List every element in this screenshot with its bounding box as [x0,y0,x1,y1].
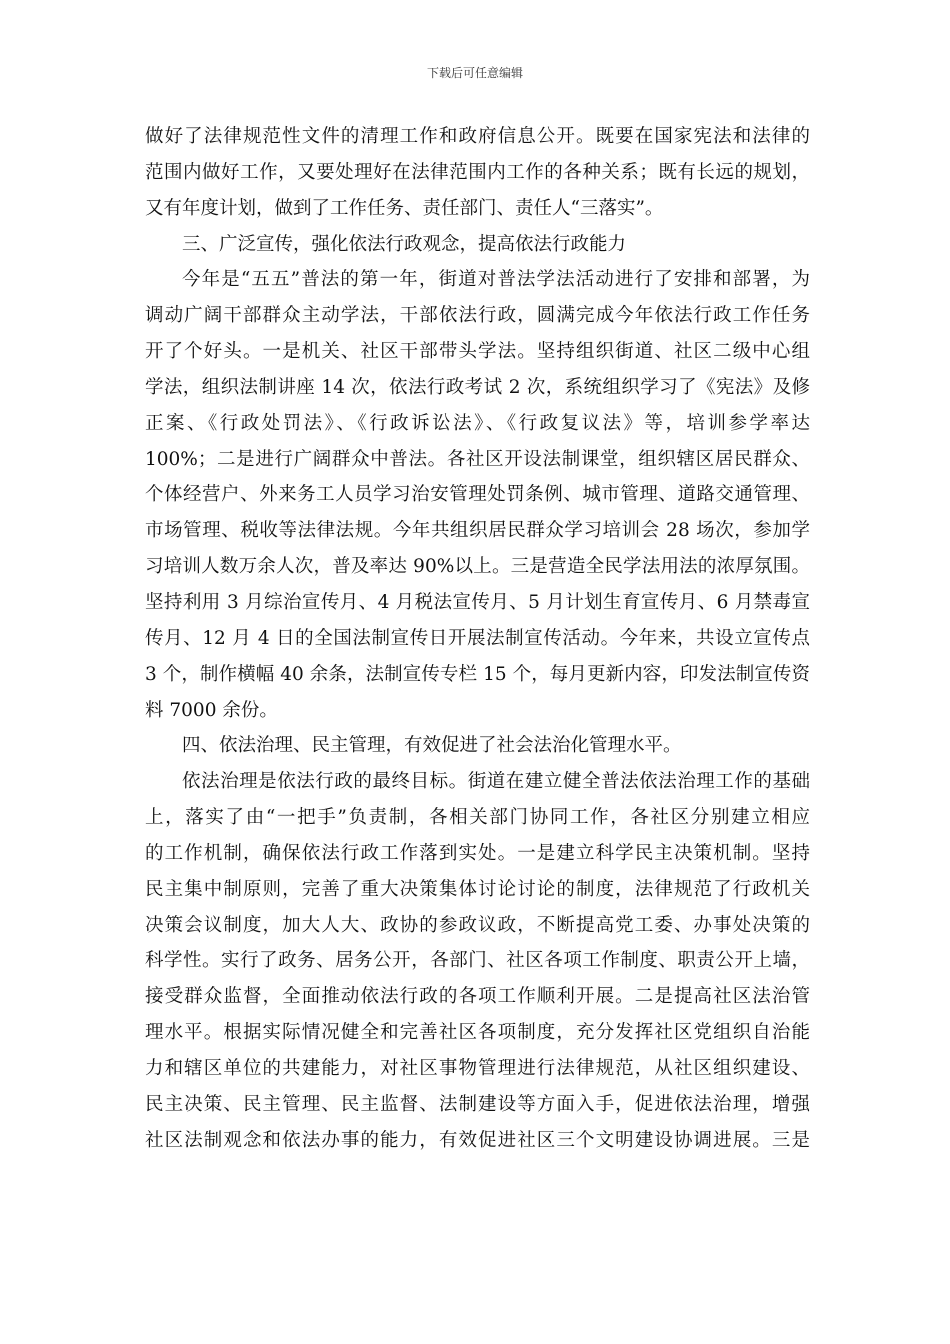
document-body [145,119,810,1158]
body-text-line: 上，落实了由“一把手”负责制，各相关部门协同工作，各社区分别建立相应 [145,807,810,829]
body-text-line: 今年是“五五”普法的第一年，街道对普法学法活动进行了安排和部署，为 [182,269,810,291]
body-text-line: 正案、《行政处罚法》、《行政诉讼法》、《行政复议法》等，培训参学率达 [145,412,810,434]
body-text-line: 的工作机制，确保依法行政工作落到实处。一是建立科学民主决策机制。坚持 [145,842,810,864]
body-text-line: 开了个好头。一是机关、社区干部带头学法。坚持组织街道、社区二级中心组 [145,341,810,363]
body-text-line: 民主集中制原则，完善了重大决策集体讨论讨论的制度，法律规范了行政机关 [145,878,810,900]
body-text-line: 传月、12 月 4 日的全国法制宣传日开展法制宣传活动。今年来，共设立宣传点 [145,627,810,649]
body-text-line: 调动广阔干部群众主动学法，干部依法行政，圆满完成今年依法行政工作任务 [145,305,810,327]
body-text-line: 100%；二是进行广阔群众中普法。各社区开设法制课堂，组织辖区居民群众、 [145,448,810,470]
body-text-line: 又有年度计划，做到了工作任务、责任部门、责任人“三落实”。 [145,197,664,219]
body-text-line: 个体经营户、外来务工人员学习治安管理处罚条例、城市管理、道路交通管理、 [145,484,810,506]
body-text-line: 决策会议制度，加大人大、政协的参政议政，不断提高党工委、办事处决策的 [145,914,810,936]
body-text-line: 依法治理是依法行政的最终目标。街道在建立健全普法依法治理工作的基础 [182,771,810,793]
body-text-line: 社区法制观念和依法办事的能力，有效促进社区三个文明建设协调进展。三是 [145,1129,810,1151]
body-text-line: 力和辖区单位的共建能力，对社区事物管理进行法律规范，从社区组织建设、 [145,1057,810,1079]
body-text-line: 理水平。根据实际情况健全和完善社区各项制度，充分发挥社区党组织自治能 [145,1022,810,1044]
body-text-line: 四、依法治理、民主管理，有效促进了社会法治化管理水平。 [182,735,682,757]
body-text-line: 民主决策、民主管理、民主监督、法制建设等方面入手，促进依法治理，增强 [145,1093,810,1115]
body-text-line: 学法，组织法制讲座 14 次，依法行政考试 2 次，系统组织学习了《宪法》及修 [145,376,810,398]
body-text-line: 接受群众监督，全面推动依法行政的各项工作顺利开展。二是提高社区法治管 [145,986,810,1008]
page-header: 下载后可任意编辑 [426,66,523,80]
body-text-line: 市场管理、税收等法律法规。今年共组织居民群众学习培训会 28 场次，参加学 [145,520,810,542]
body-text-line: 科学性。实行了政务、居务公开，各部门、社区各项工作制度、职责公开上墙， [145,950,810,972]
body-text-line: 坚持利用 3 月综治宣传月、4 月税法宣传月、5 月计划生育宣传月、6 月禁毒宣 [145,591,810,613]
body-text-line: 3 个，制作横幅 40 余条，法制宣传专栏 15 个，每月更新内容，印发法制宣传资 [145,663,810,685]
body-text-line: 做好了法律规范性文件的清理工作和政府信息公开。既要在国家宪法和法律的 [145,126,810,147]
body-text-line: 范围内做好工作，又要处理好在法律范围内工作的各种关系；既有长远的规划， [145,161,810,183]
body-text-line: 料 7000 余份。 [145,699,278,721]
body-text-line: 习培训人数万余人次，普及率达 90%以上。三是营造全民学法用法的浓厚氛围。 [145,556,810,578]
body-text-line: 三、广泛宣传，强化依法行政观念，提高依法行政能力 [182,233,627,255]
